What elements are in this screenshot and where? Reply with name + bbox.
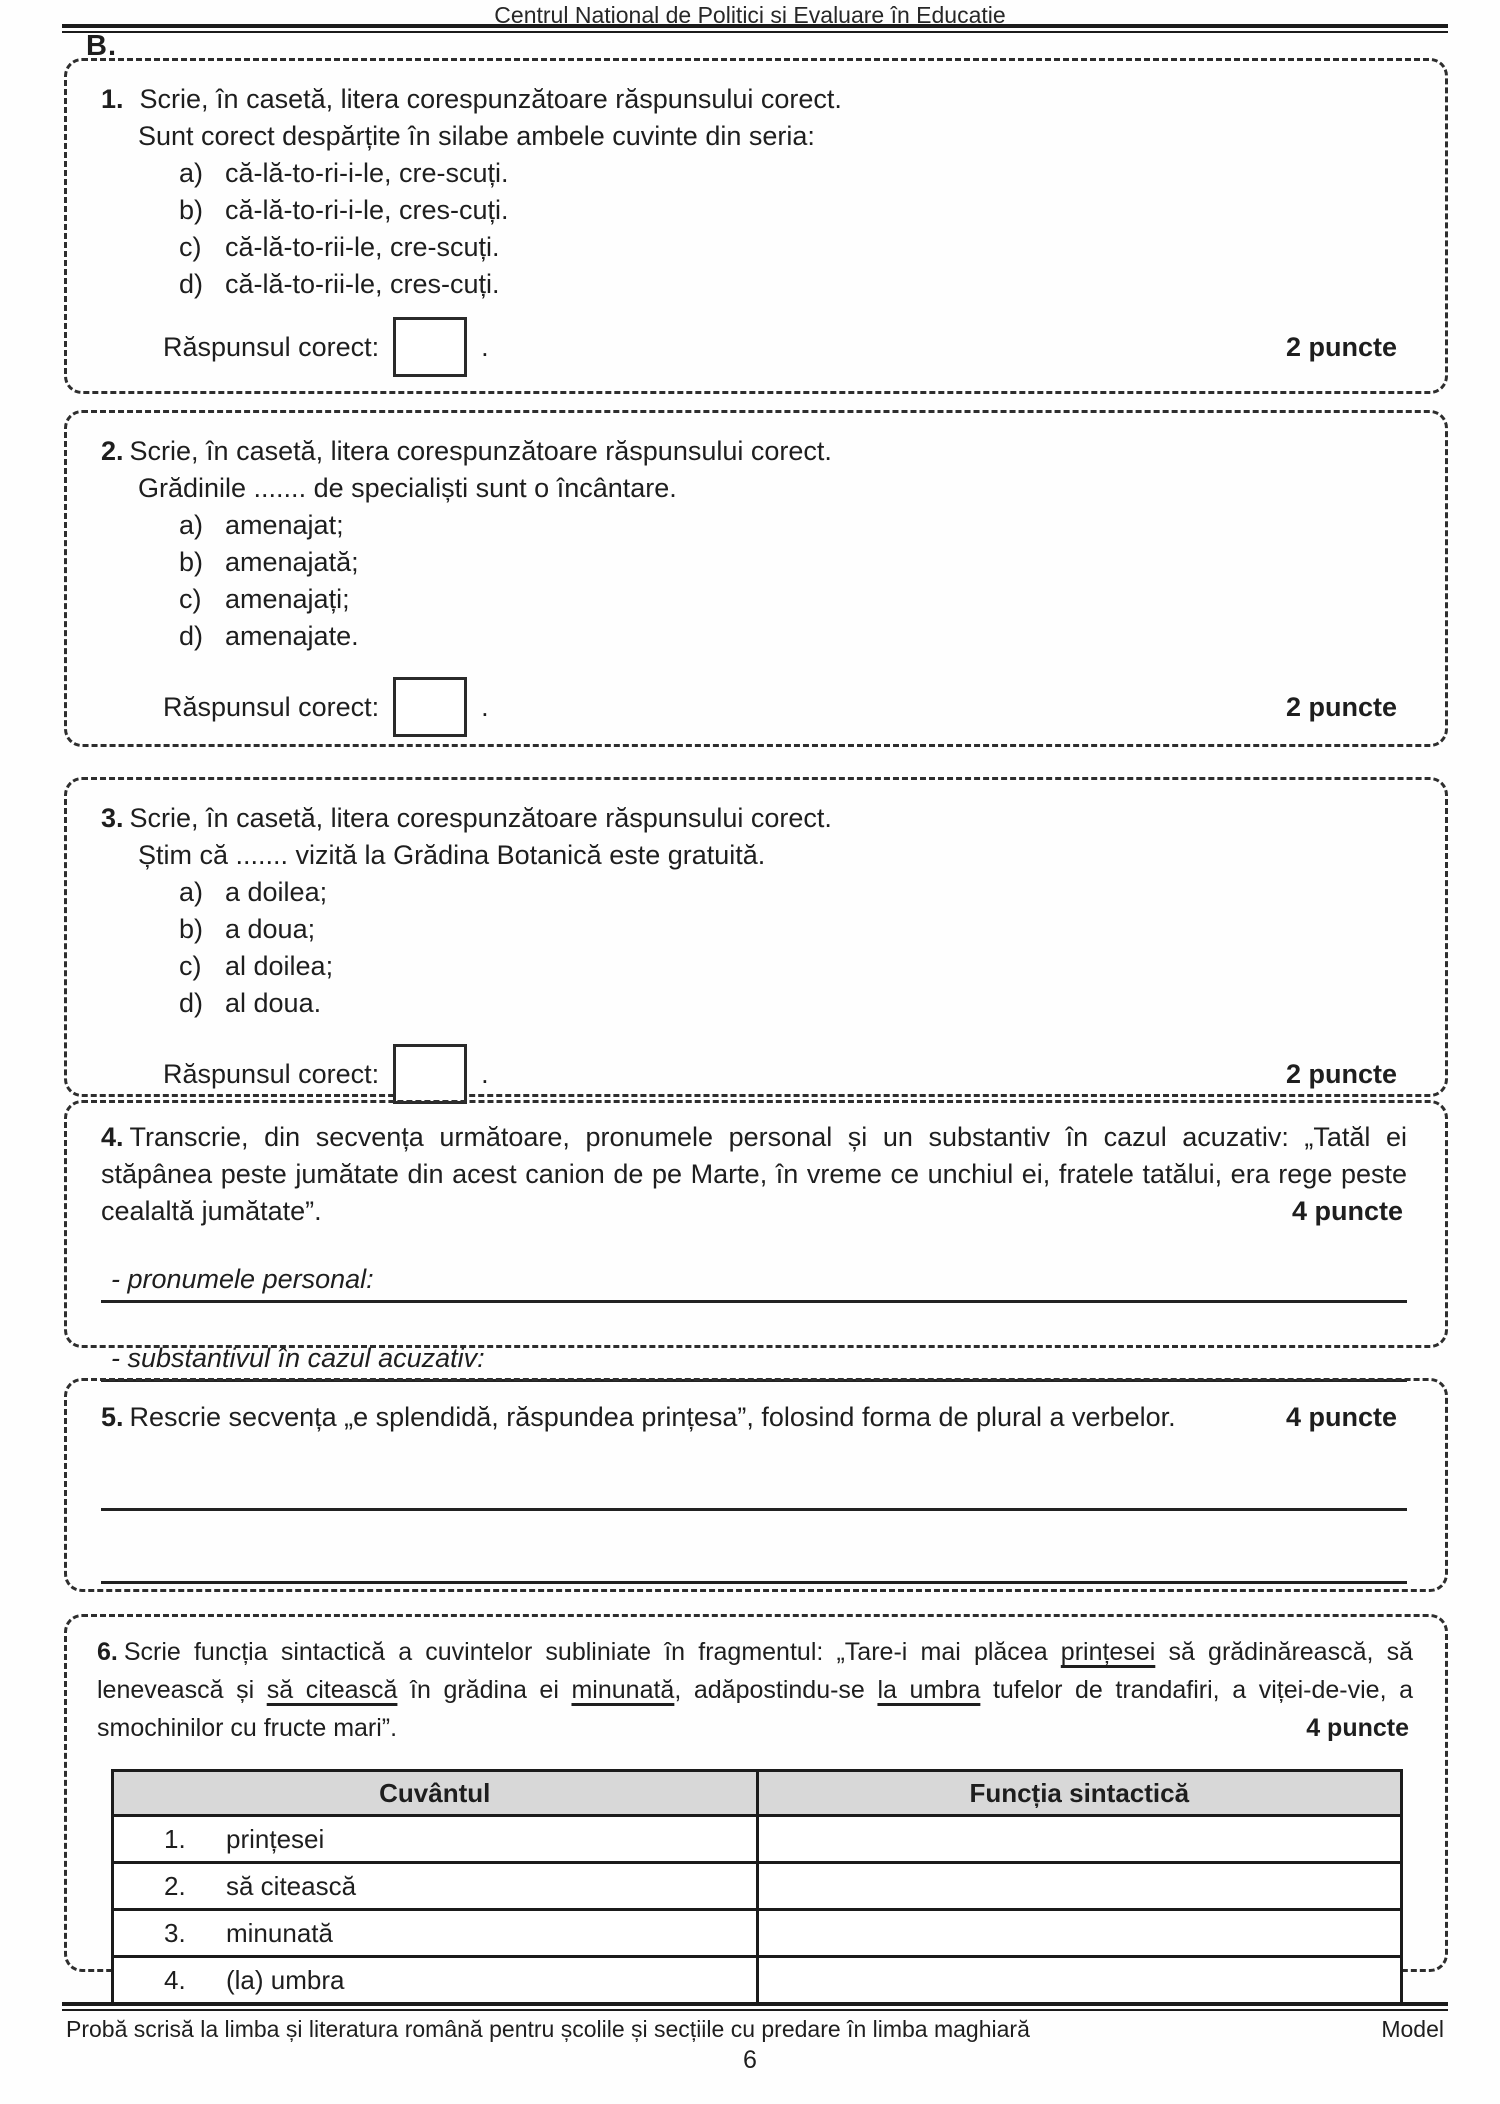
option-c: c) amenajați; — [179, 584, 350, 614]
points-badge: 4 puncte — [1278, 1193, 1403, 1230]
points-badge: 2 puncte — [1285, 331, 1397, 362]
table-header-row — [113, 1771, 1402, 1816]
answer-row: Răspunsul corect: . 2 puncte — [163, 317, 1407, 377]
question-number: 3. — [101, 803, 124, 833]
question-number: 1. — [101, 84, 124, 114]
table-row: 3. minunată — [113, 1910, 1402, 1957]
answer-row: Răspunsul corect: . 2 puncte — [163, 677, 1407, 737]
question-number: 5. — [101, 1402, 124, 1432]
question-4-prompt: 4. Transcrie, din secvența următoare, pronumele personal și un substantiv în cazul acuzativ: „Tatăl ei stăpânea peste jumătate din acest canion de pe Marte, în vreme ce unchiul ei, fratele tatălui, era rege peste cealaltă jumătate”. 4 puncte — [101, 1119, 1407, 1230]
write-line-2[interactable] — [101, 1581, 1407, 1584]
option-a: a) amenajat; — [179, 510, 344, 540]
syntax-table — [111, 1769, 1403, 2005]
function-input-cell-2[interactable] — [757, 1863, 1402, 1910]
question-2-box — [64, 410, 1448, 747]
footer-rule — [62, 2002, 1448, 2011]
function-input-cell-1[interactable] — [757, 1816, 1402, 1863]
question-3-context: Știm că ....... vizită la Grădina Botanică este gratuită. — [138, 840, 766, 870]
answer-label: Răspunsul corect: — [163, 331, 380, 362]
option-b: b) că-lă-to-ri-i-le, cres-cuți. — [179, 195, 509, 225]
footer-exam-title: Probă scrisă la limba și literatura română pentru școlile și secțiile cu predare în limba maghiară — [66, 2016, 1030, 2042]
column-header-word: Cuvântul — [113, 1771, 758, 1816]
question-number: 4. — [101, 1122, 124, 1152]
question-5-prompt: 5. Rescrie secvența „e splendidă, răspundea prințesa”, folosind forma de plural a verbelor. — [101, 1402, 1176, 1432]
write-line-1[interactable] — [101, 1508, 1407, 1511]
points-badge: 4 puncte — [1292, 1709, 1409, 1747]
answer-box-q3[interactable] — [393, 1044, 467, 1104]
underlined-word: să citească — [266, 1676, 398, 1704]
section-label: B. — [86, 30, 117, 62]
question-6-prompt: 6. Scrie funcția sintactică a cuvintelor subliniate în fragmentul: „Tare-i mai plăcea prințesei să grădinărească, să lenevească și să citească în grădina ei minunată, adăpostindu-se la umbra tufelor de trandafiri, a viței-de-vie, a smochinilor cu fructe mari”. 4 puncte — [97, 1633, 1413, 1747]
table-row: 4. (la) umbra — [113, 1957, 1402, 2004]
option-b: b) a doua; — [179, 914, 316, 944]
points-badge: 2 puncte — [1285, 691, 1397, 722]
question-1-context: Sunt corect despărțite în silabe ambele cuvinte din seria: — [138, 121, 815, 151]
table-row: 2. să citească — [113, 1863, 1402, 1910]
answer-label: Răspunsul corect: — [163, 1058, 380, 1089]
question-2-prompt: 2. Scrie, în casetă, litera corespunzătoare răspunsului corect. — [101, 436, 832, 466]
option-d: d) că-lă-to-rii-le, cres-cuți. — [179, 269, 500, 299]
underlined-word: prințesei — [1060, 1638, 1156, 1666]
question-number: 2. — [101, 436, 124, 466]
question-1-prompt: 1. Scrie, în casetă, litera corespunzătoare răspunsului corect. — [101, 84, 842, 114]
answer-label: Răspunsul corect: — [163, 691, 380, 722]
points-badge: 2 puncte — [1285, 1058, 1397, 1089]
page-header: Centrul Național de Politici și Evaluare în Educație — [494, 2, 1006, 28]
underlined-word: minunată — [571, 1676, 675, 1704]
question-number: 6. — [97, 1638, 118, 1666]
answer-row: Răspunsul corect: . 2 puncte — [163, 1044, 1407, 1104]
option-c: c) că-lă-to-rii-le, cre-scuți. — [179, 232, 500, 262]
column-header-function: Funcția sintactică — [757, 1771, 1402, 1816]
option-b: b) amenajată; — [179, 547, 359, 577]
points-badge: 4 puncte — [1285, 1402, 1397, 1432]
option-c: c) al doilea; — [179, 951, 334, 981]
table-row: 1. prințesei — [113, 1816, 1402, 1863]
option-d: d) amenajate. — [179, 621, 359, 651]
write-line-noun[interactable]: - substantivul în cazul acuzativ: — [101, 1343, 1407, 1382]
question-4-box — [64, 1100, 1448, 1373]
footer-model-label: Model — [1381, 2016, 1444, 2042]
answer-box-q1[interactable] — [393, 317, 467, 377]
question-5-box — [64, 1378, 1448, 1592]
function-input-cell-4[interactable] — [757, 1957, 1402, 2004]
question-3-prompt: 3. Scrie, în casetă, litera corespunzătoare răspunsului corect. — [101, 803, 832, 833]
question-1-box — [64, 58, 1448, 394]
answer-box-q2[interactable] — [393, 677, 467, 737]
option-a: a) a doilea; — [179, 877, 328, 907]
question-3-box — [64, 777, 1448, 1097]
question-6-box — [64, 1614, 1448, 1995]
option-d: d) al doua. — [179, 988, 322, 1018]
question-2-context: Grădinile ....... de specialiști sunt o încântare. — [138, 473, 677, 503]
header-rule — [62, 24, 1448, 33]
option-a: a) că-lă-to-ri-i-le, cre-scuți. — [179, 158, 509, 188]
page-number: 6 — [743, 2046, 757, 2074]
function-input-cell-3[interactable] — [757, 1910, 1402, 1957]
write-line-pronoun[interactable]: - pronumele personal: — [101, 1264, 1407, 1303]
underlined-word: la umbra — [877, 1676, 981, 1704]
